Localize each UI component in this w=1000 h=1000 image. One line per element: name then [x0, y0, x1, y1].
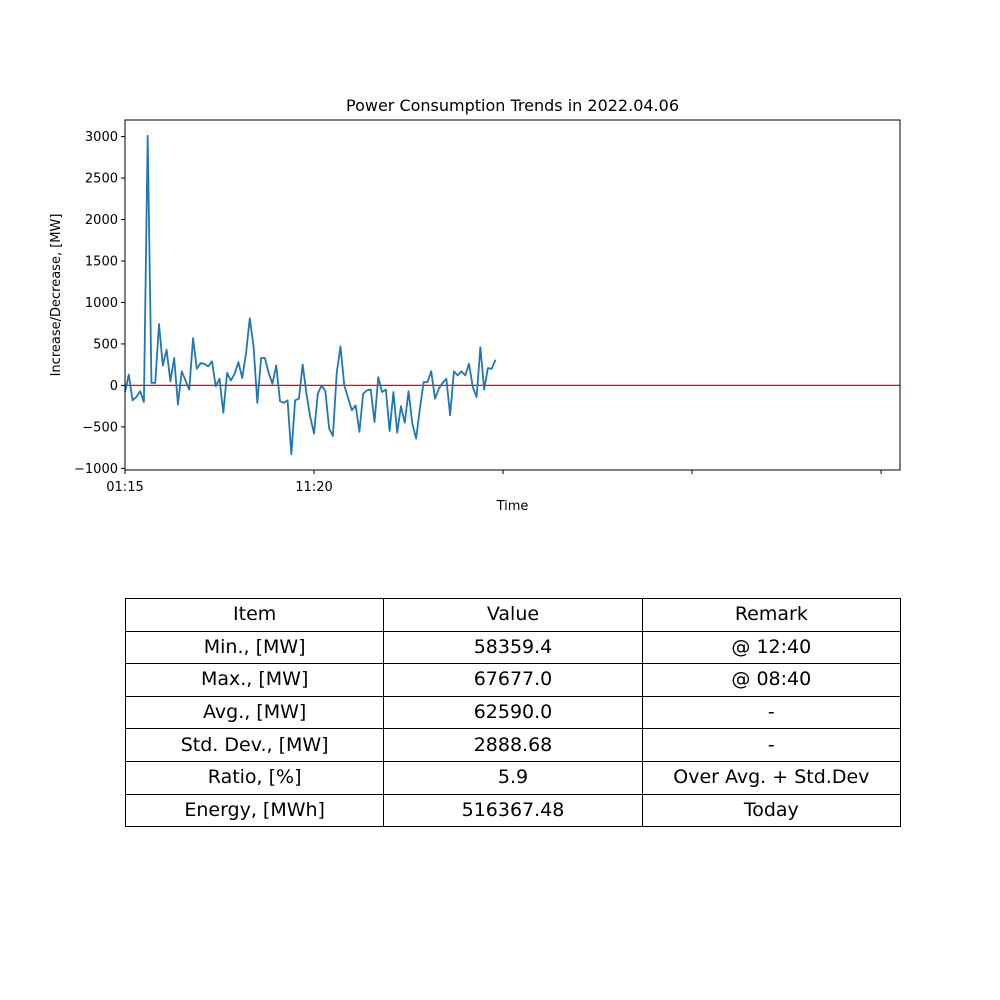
stats-table: [125, 598, 901, 827]
y-tick-label: 2000: [84, 213, 118, 229]
cell-remark: -: [642, 696, 900, 729]
table-header-row: [126, 599, 901, 632]
cell-remark: @ 08:40: [642, 664, 900, 697]
table-row: [126, 729, 901, 762]
y-tick-label: −500: [82, 420, 118, 436]
cell-remark: -: [642, 729, 900, 762]
cell-value: 516367.48: [384, 794, 642, 827]
cell-remark: Today: [642, 794, 900, 827]
chart-title: Power Consumption Trends in 2022.04.06: [345, 96, 680, 115]
y-tick-label: 0: [109, 378, 118, 394]
table-row: [126, 761, 901, 794]
cell-item: Max., [MW]: [126, 664, 384, 697]
table-row: [126, 794, 901, 827]
x-tick-label: 11:20: [295, 480, 333, 495]
y-tick-label: 1500: [84, 254, 118, 270]
plot-frame: [125, 120, 900, 470]
y-tick-label: −1000: [74, 461, 118, 477]
cell-value: 5.9: [384, 761, 642, 794]
y-tick-label: 500: [93, 337, 118, 353]
cell-remark: @ 12:40: [642, 631, 900, 664]
cell-item: Min., [MW]: [126, 631, 384, 664]
x-tick-label: 01:15: [106, 480, 144, 495]
header-remark: Remark: [642, 599, 900, 632]
cell-remark: Over Avg. + Std.Dev: [642, 761, 900, 794]
table-row: [126, 696, 901, 729]
series-line: [125, 136, 495, 454]
table-row: [126, 664, 901, 697]
y-axis-label: Increase/Decrease, [MW]: [49, 213, 64, 377]
table-row: [126, 631, 901, 664]
y-tick-label: 3000: [84, 130, 118, 146]
cell-value: 62590.0: [384, 696, 642, 729]
header-item: Item: [126, 599, 384, 632]
cell-value: 2888.68: [384, 729, 642, 762]
y-tick-label: 2500: [84, 171, 118, 187]
plot-marks: [74, 130, 900, 495]
cell-item: Avg., [MW]: [126, 696, 384, 729]
y-tick-label: 1000: [84, 295, 118, 311]
header-value: Value: [384, 599, 642, 632]
cell-value: 58359.4: [384, 631, 642, 664]
cell-value: 67677.0: [384, 664, 642, 697]
x-axis-label: Time: [496, 499, 529, 514]
cell-item: Ratio, [%]: [126, 761, 384, 794]
cell-item: Energy, [MWh]: [126, 794, 384, 827]
cell-item: Std. Dev., [MW]: [126, 729, 384, 762]
